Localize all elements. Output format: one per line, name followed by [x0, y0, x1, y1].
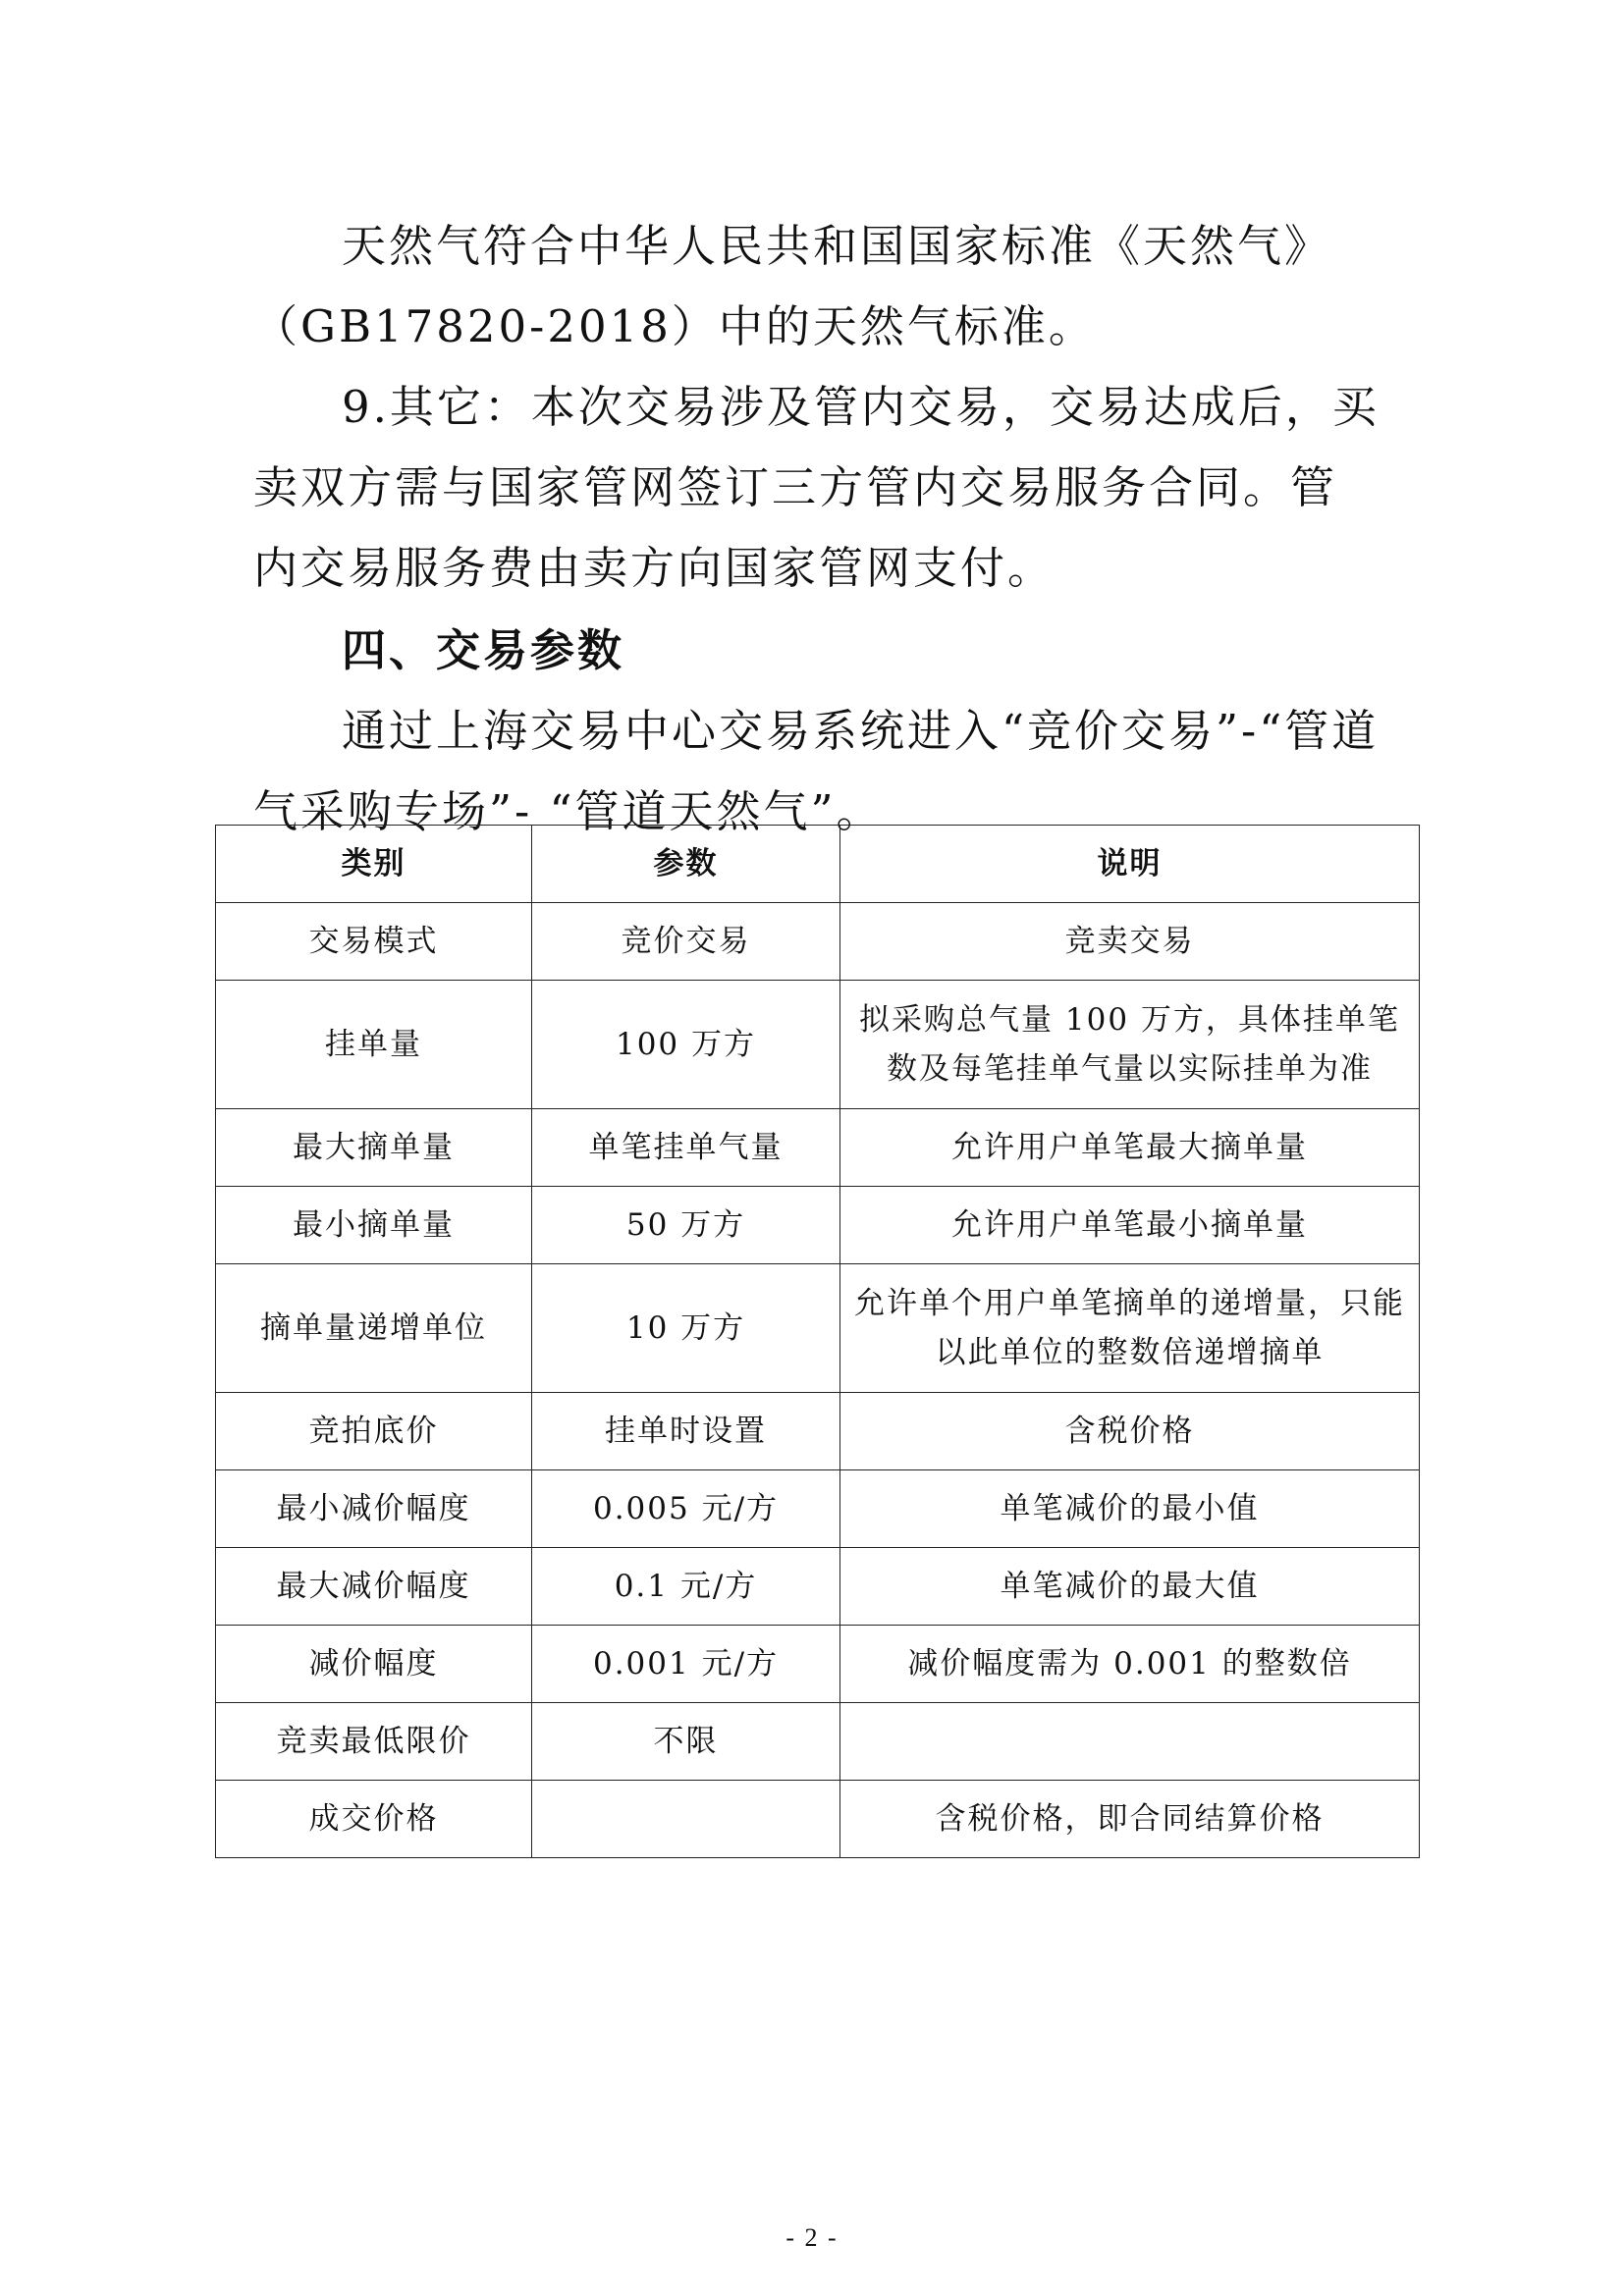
- description-cell: 允许用户单笔最大摘单量: [840, 1109, 1420, 1187]
- table-row: [216, 1781, 1420, 1858]
- category-cell: 竞卖最低限价: [216, 1703, 532, 1781]
- category-cell: 交易模式: [216, 903, 532, 981]
- standard-paragraph: 天然气符合中华人民共和国国家标准《天然气》（GB17820-2018）中的天然气标准。: [253, 220, 1332, 352]
- category-cell: 减价幅度: [216, 1626, 532, 1703]
- description-cell: 单笔减价的最小值: [840, 1470, 1420, 1548]
- category-cell: 最小摘单量: [216, 1187, 532, 1264]
- category-cell: 摘单量递增单位: [216, 1264, 532, 1393]
- header-parameter: 参数: [532, 826, 840, 903]
- trading-path-paragraph: 通过上海交易中心交易系统进入“竞价交易”-“管道气采购专场”- “管道天然气”。: [253, 705, 1380, 837]
- description-cell: 单笔减价的最大值: [840, 1548, 1420, 1626]
- table-row: [216, 1470, 1420, 1548]
- table-row: [216, 981, 1420, 1109]
- trading-parameters-table: [215, 825, 1420, 1858]
- description-cell: 含税价格: [840, 1393, 1420, 1470]
- table-row: [216, 1548, 1420, 1626]
- table-row: [216, 1703, 1420, 1781]
- parameter-cell: 0.1 元/方: [532, 1548, 840, 1626]
- table-row: [216, 1187, 1420, 1264]
- page-number: - 2 -: [785, 2223, 839, 2252]
- parameter-cell: 0.005 元/方: [532, 1470, 840, 1548]
- description-cell: 允许单个用户单笔摘单的递增量，只能以此单位的整数倍递增摘单: [840, 1264, 1420, 1393]
- table-row: [216, 1264, 1420, 1393]
- category-cell: 成交价格: [216, 1781, 532, 1858]
- table-row: [216, 1109, 1420, 1187]
- parameter-cell: 挂单时设置: [532, 1393, 840, 1470]
- parameter-cell: 50 万方: [532, 1187, 840, 1264]
- category-cell: 挂单量: [216, 981, 532, 1109]
- category-cell: 竞拍底价: [216, 1393, 532, 1470]
- parameter-cell: 竞价交易: [532, 903, 840, 981]
- header-description: 说明: [840, 826, 1420, 903]
- parameter-cell: 不限: [532, 1703, 840, 1781]
- description-cell: 拟采购总气量 100 万方，具体挂单笔数及每笔挂单气量以实际挂单为准: [840, 981, 1420, 1109]
- category-cell: 最大摘单量: [216, 1109, 532, 1187]
- header-category: 类别: [216, 826, 532, 903]
- other-terms-paragraph: 9.其它：本次交易涉及管内交易，交易达成后，买卖双方需与国家管网签订三方管内交易服务合同。管内交易服务费由卖方向国家管网支付。: [253, 381, 1380, 594]
- parameter-cell: 0.001 元/方: [532, 1626, 840, 1703]
- category-cell: 最大减价幅度: [216, 1548, 532, 1626]
- parameter-cell: 单笔挂单气量: [532, 1109, 840, 1187]
- parameter-cell: 100 万方: [532, 981, 840, 1109]
- table-row: [216, 903, 1420, 981]
- table-row: [216, 1393, 1420, 1470]
- category-cell: 最小减价幅度: [216, 1470, 532, 1548]
- description-cell: [840, 1703, 1420, 1781]
- parameter-cell: 10 万方: [532, 1264, 840, 1393]
- parameter-cell: [532, 1781, 840, 1858]
- description-cell: 允许用户单笔最小摘单量: [840, 1187, 1420, 1264]
- description-cell: 竞卖交易: [840, 903, 1420, 981]
- description-cell: 减价幅度需为 0.001 的整数倍: [840, 1626, 1420, 1703]
- table-row: [216, 1626, 1420, 1703]
- description-cell: 含税价格，即合同结算价格: [840, 1781, 1420, 1858]
- table-header-row: [216, 826, 1420, 903]
- section-heading: 四、交易参数: [342, 624, 625, 676]
